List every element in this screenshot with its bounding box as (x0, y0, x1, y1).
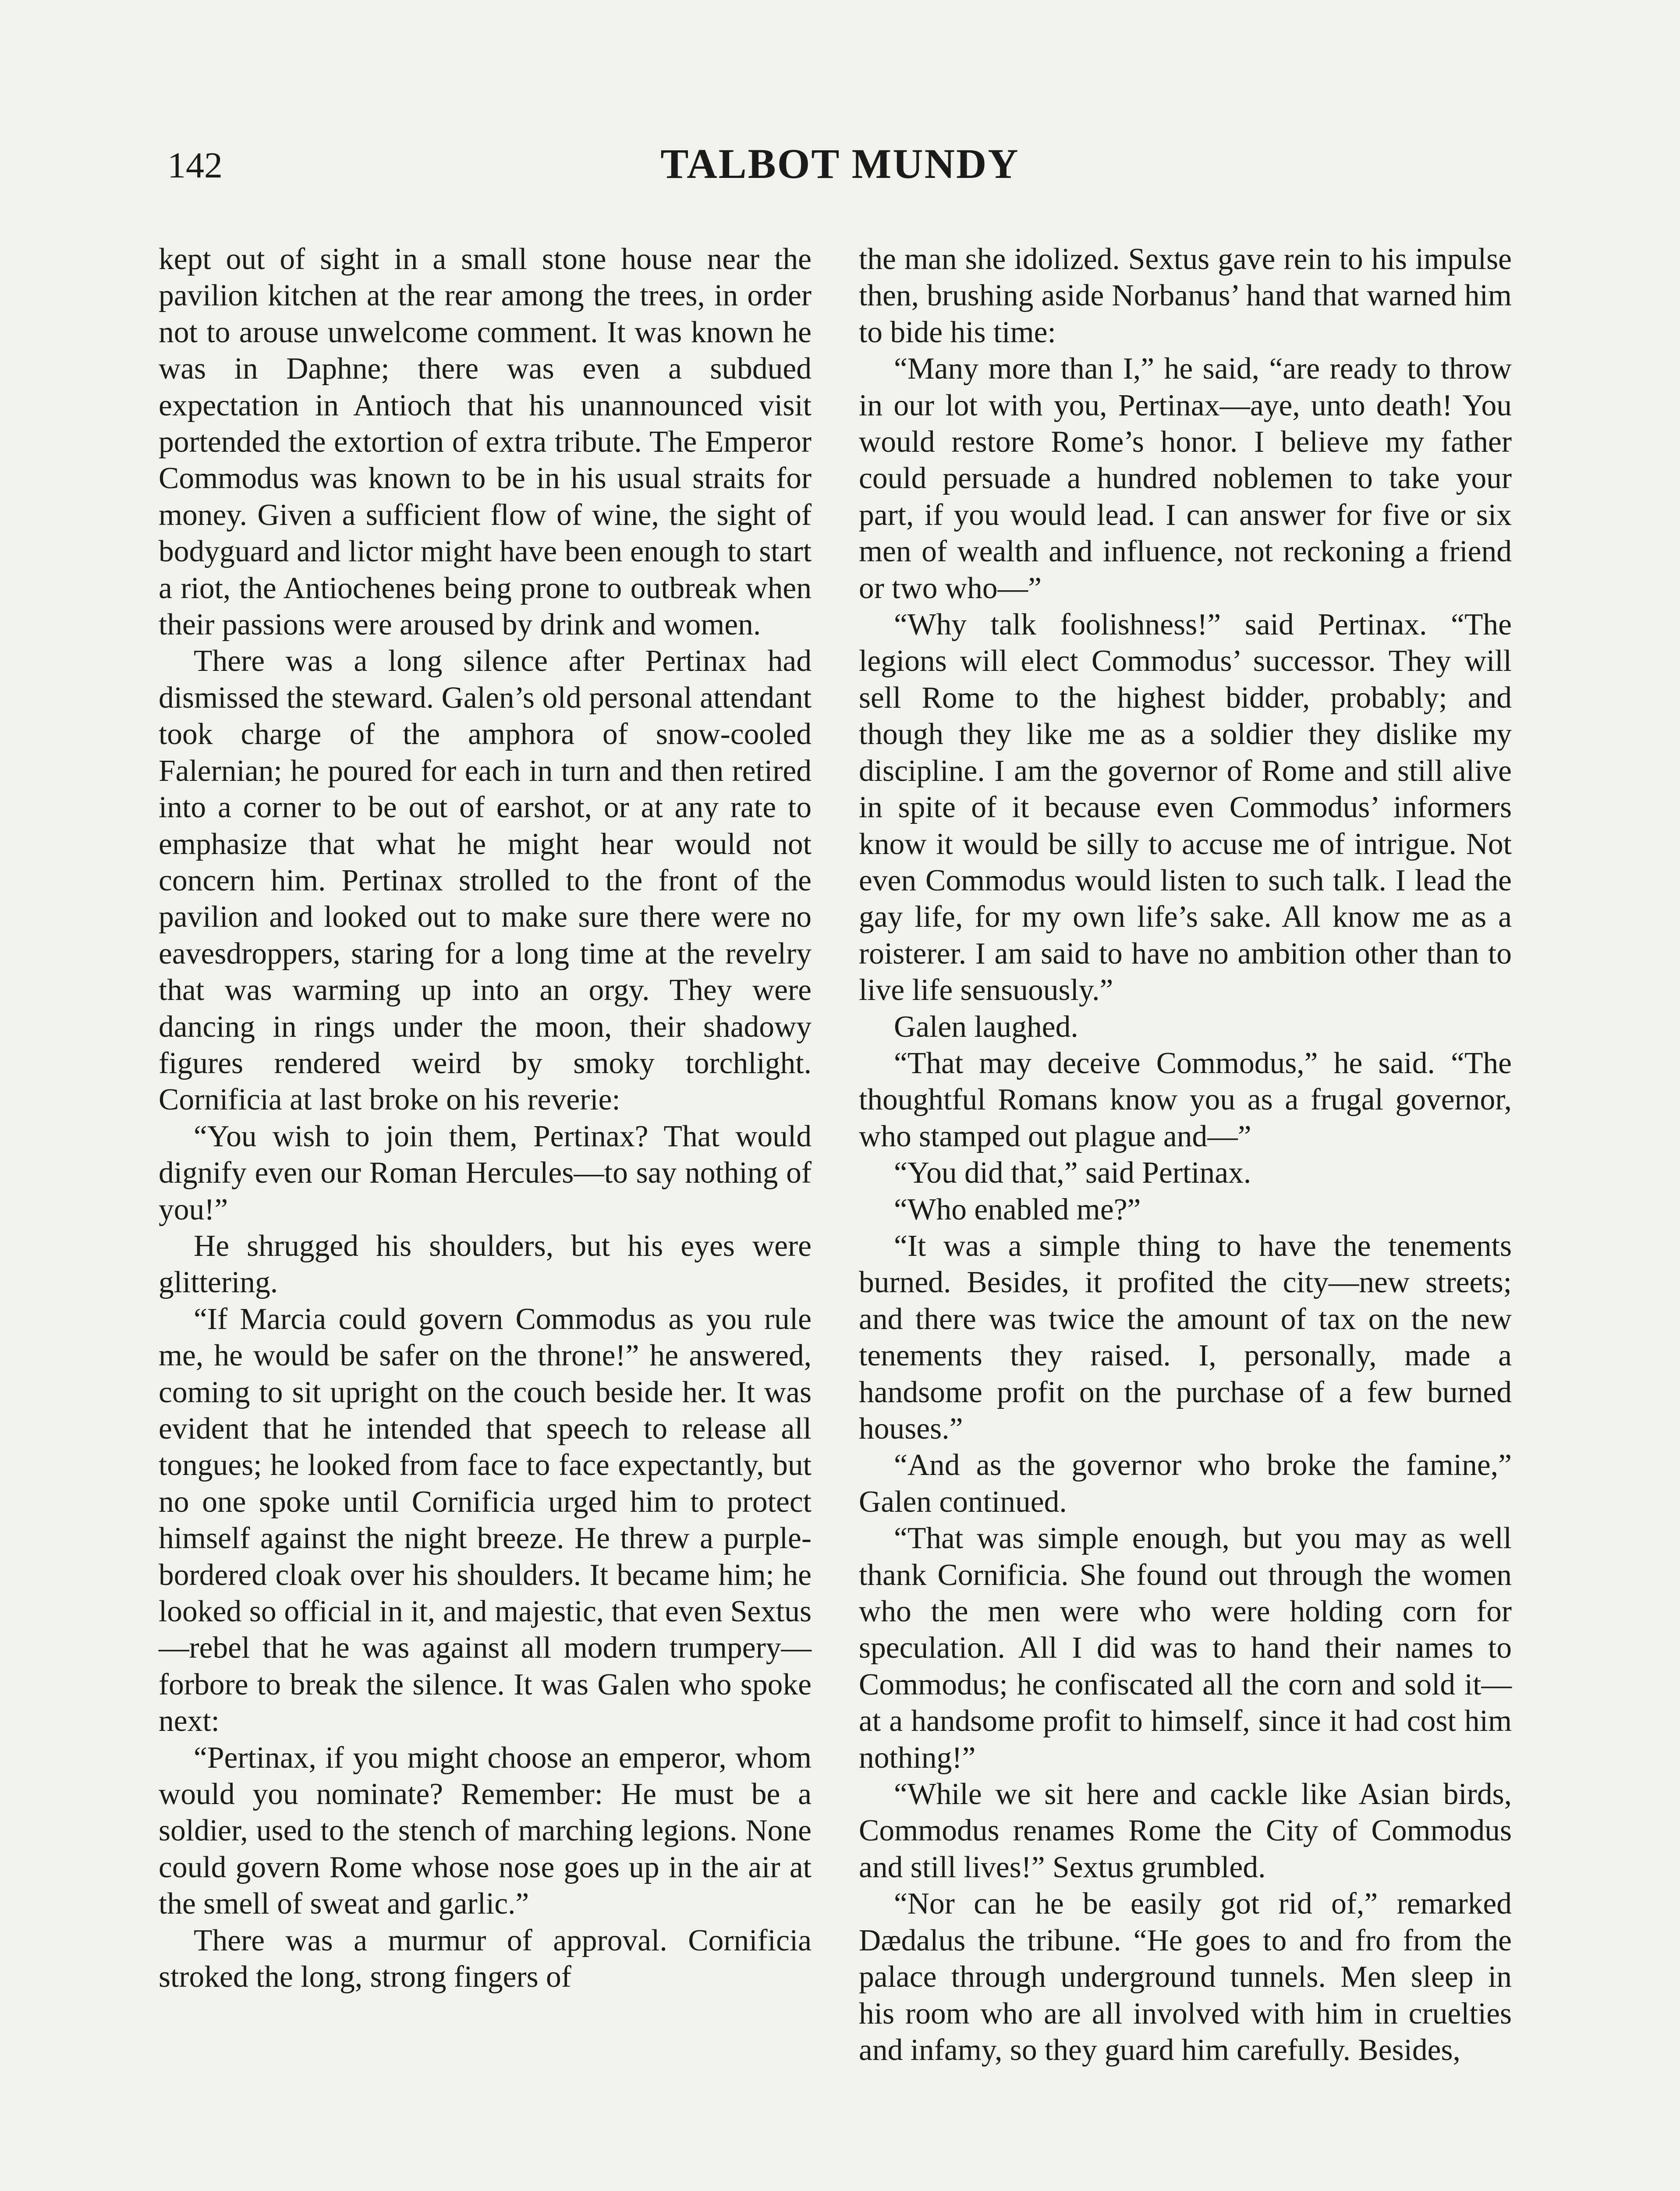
running-title: TALBOT MUNDY (660, 140, 1020, 187)
paragraph: He shrugged his shoulders, but his eyes were glittering. (159, 1229, 812, 1300)
paragraph: “You did that,” said Pertinax. (894, 1156, 1251, 1190)
paragraph: “If Marcia could govern Commodus as you rule me, he would be safer on the throne!” he answered, coming to sit upright on the couch beside her. It was evident that he intended that speech to release all tongues; he looked from face to face expectantly, but no one spoke until Cornificia urged him to protect himself against the night breeze. He threw a purple-bordered cloak over his shoulders. It became him; he looked so official in it, and majestic, that even Sextus—rebel that he was against all modern trumpery—forbore to break the silence. It was Galen who spoke next: (159, 1302, 812, 1738)
paragraph: the man she idolized. Sextus gave rein to his impulse then, brushing aside Norbanus’ hand that warned him to bide his time: (859, 242, 1512, 349)
paragraph: “It was a simple thing to have the tenements burned. Besides, it profited the city—new streets; and there was twice the amount of tax on the new tenements they raised. I, personally, made a handsome profit on the purchase of a few burned houses.” (859, 1229, 1512, 1446)
paragraph: “Nor can he be easily got rid of,” remarked Dædalus the tribune. “He goes to and fro from the palace through underground tunnels. Men sleep in his room who are all involved with him in cruelties and infamy, so they guard him carefully. Besides, (859, 1887, 1512, 2067)
right-column (859, 241, 1512, 2068)
page-number: 142 (167, 145, 223, 186)
paragraph: “That was simple enough, but you may as well thank Cornificia. She found out through the women who the men were who were holding corn for speculation. All I did was to hand their names to Commodus; he confiscated all the corn and sold it—at a handsome profit to himself, since it had cost him nothing!” (859, 1521, 1512, 1775)
paragraph: “Who enabled me?” (894, 1192, 1141, 1227)
paragraph: “Why talk foolishness!” said Pertinax. “The legions will elect Commodus’ successor. They will sell Rome to the highest bidder, probably; and though they like me as a soldier they dislike my discipline. I am the governor of Rome and still alive in spite of it because even Commodus’ informers know it would be silly to accuse me of intrigue. Not even Commodus would listen to such talk. I lead the gay life, for my own life’s sake. All know me as a roisterer. I am said to have no ambition other than to live life sensuously.” (859, 608, 1512, 1007)
paragraph: “You wish to join them, Pertinax? That would dignify even our Roman Hercules—to say nothing of you!” (159, 1119, 812, 1227)
paragraph: Galen laughed. (894, 1010, 1078, 1044)
paragraph: kept out of sight in a small stone house near the pavilion kitchen at the rear among the trees, in order not to arouse unwelcome comment. It was known he was in Daphne; there was even a subdued expectation in Antioch that his unannounced visit portended the extortion of extra tribute. The Emperor Commodus was known to be in his usual straits for money. Given a sufficient flow of wine, the sight of bodyguard and lictor might have been enough to start a riot, the Antiochenes being prone to outbreak when their passions were aroused by drink and women. (159, 242, 812, 642)
paragraph: “While we sit here and cackle like Asian birds, Commodus renames Rome the City of Commodus and still lives!” Sextus grumbled. (859, 1777, 1512, 1884)
paragraph: “That may deceive Commodus,” he said. “The thoughtful Romans know you as a frugal governor, who stamped out plague and—” (859, 1046, 1512, 1153)
left-column (159, 241, 812, 1996)
paragraph: “And as the governor who broke the famine,” Galen continued. (859, 1448, 1512, 1519)
paragraph: “Many more than I,” he said, “are ready to throw in our lot with you, Pertinax—aye, unto death! You would restore Rome’s honor. I believe my father could persuade a hundred noblemen to take your part, if you would lead. I can answer for five or six men of wealth and influence, not reckoning a friend or two who—” (859, 352, 1512, 605)
paragraph: There was a long silence after Pertinax had dismissed the steward. Galen’s old personal attendant took charge of the amphora of snow-cooled Falernian; he poured for each in turn and then retired into a corner to be out of earshot, or at any rate to emphasize that what he might hear would not concern him. Pertinax strolled to the front of the pavilion and looked out to make sure there were no eavesdroppers, staring for a long time at the revelry that was warming up into an orgy. They were dancing in rings under the moon, their shadowy figures rendered weird by smoky torchlight. Cornificia at last broke on his reverie: (159, 644, 812, 1117)
paragraph: “Pertinax, if you might choose an emperor, whom would you nominate? Remember: He must be a soldier, used to the stench of marching legions. None could govern Rome whose nose goes up in the air at the smell of sweat and garlic.” (159, 1741, 812, 1921)
paragraph: There was a murmur of approval. Cornificia stroked the long, strong fingers of (159, 1923, 812, 1994)
